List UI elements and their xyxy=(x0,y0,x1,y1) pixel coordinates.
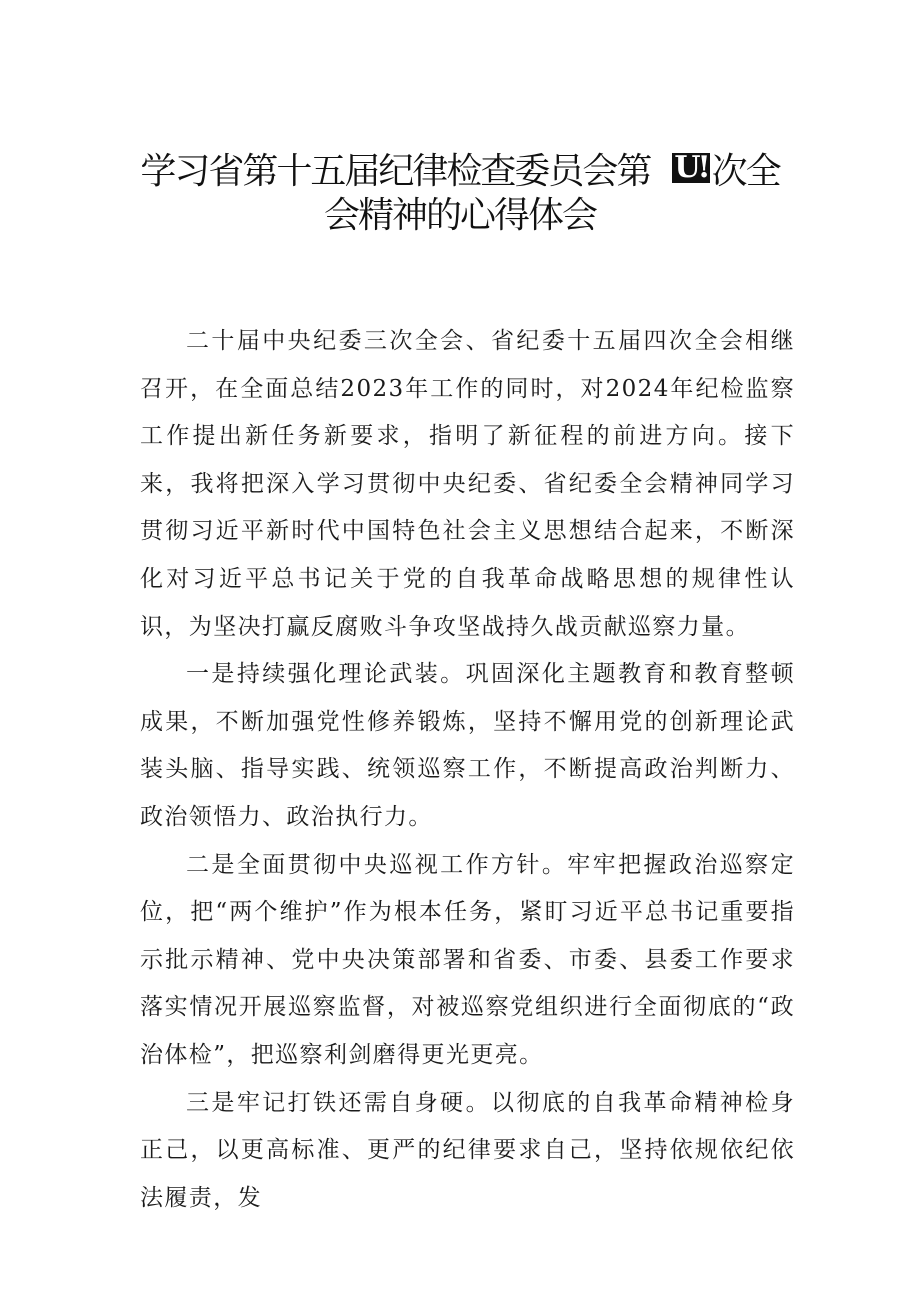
document-title-line2 xyxy=(130,194,790,238)
document-body xyxy=(140,318,795,1222)
title-text-pre: 学习省第十五届纪律检查委员会第 xyxy=(140,151,651,192)
paragraph-lead: 一是持续强化理论武装。 xyxy=(186,661,466,688)
title-text-line2: 会精神的心得体会 xyxy=(323,195,596,236)
title-glyph-artifact: U! xyxy=(674,150,708,185)
paragraph xyxy=(140,842,795,1080)
paragraph-text: 牢牢把握政治巡察定位，把“两个维护”作为根本任务，紧盯习近平总书记重要指示批示精神、党中央决策部署和省委、市委、县委工作要求落实情况开展巡察监督，对被巡察党组织进行全面彻底的“政治体检”，把巡察利剑磨得更光更亮。 xyxy=(140,851,796,1068)
document-title-line1 xyxy=(130,150,790,194)
paragraph-text: 以彻底的自我革命精神检身正己，以更高标准、更严的纪律要求自己，坚持依规依纪依法履责，发 xyxy=(140,1089,795,1211)
paragraph-lead: 三是牢记打铁还需自身硬。 xyxy=(186,1089,491,1116)
paragraph-text: 巩固深化主题教育和教育整顿成果，不断加强党性修养锻炼，坚持不懈用党的创新理论武装头脑、指导实践、统领巡察工作，不断提高政治判断力、政治领悟力、政治执行力。 xyxy=(140,661,795,830)
paragraph-text: 二十届中央纪委三次全会、省纪委十五届四次全会相继召开，在全面总结2023年工作的同时，对2024年纪检监察工作提出新任务新要求，指明了新征程的前进方向。接下来，我将把深入学习贯彻中央纪委、省纪委全会精神同学习贯彻习近平新时代中国特色社会主义思想结合起来，不断深化对习近平总书记关于党的自我革命战略思想的规律性认识，为坚决打赢反腐败斗争攻坚战持久战贡献巡察力量。 xyxy=(140,328,795,640)
paragraph-lead: 二是全面贯彻中央巡视工作方针。 xyxy=(186,851,568,878)
paragraph xyxy=(140,1080,795,1223)
title-text-post: 次全 xyxy=(711,151,780,192)
paragraph xyxy=(140,318,795,651)
paragraph xyxy=(140,651,795,841)
